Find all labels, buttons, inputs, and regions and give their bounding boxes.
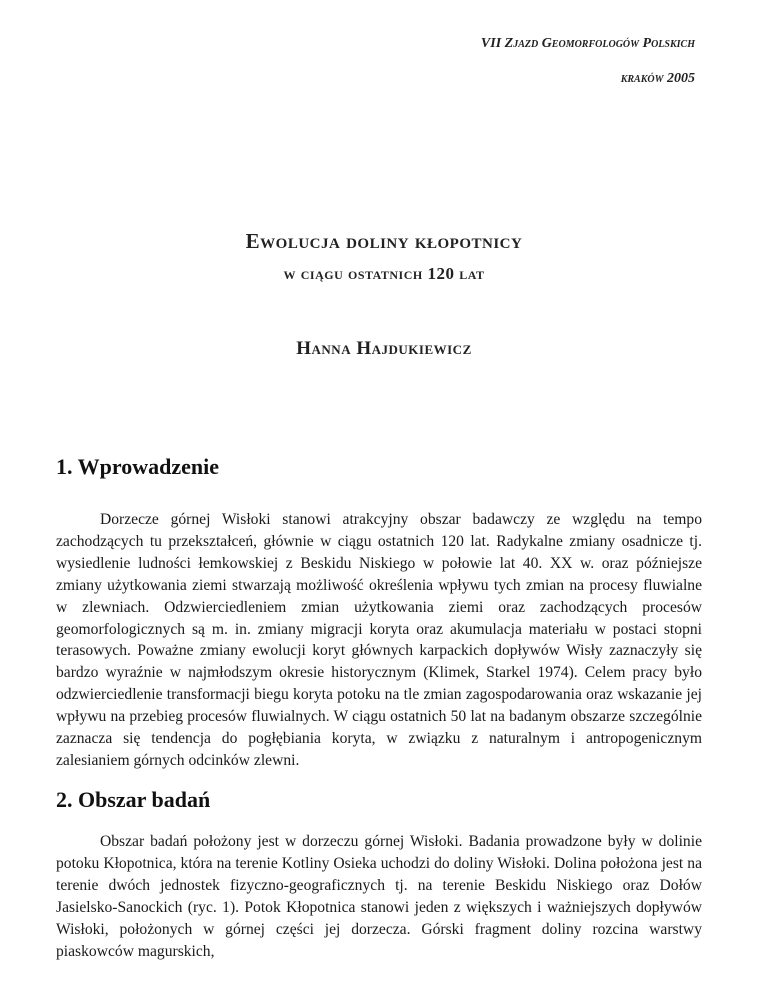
section-body-study-area bbox=[56, 831, 702, 962]
running-header-conference bbox=[481, 36, 695, 52]
running-header-place-year bbox=[621, 71, 695, 87]
author-name: Hanna Hajdukiewicz bbox=[296, 338, 472, 359]
paper-title-line-2: w ciągu ostatnich 120 lat bbox=[283, 264, 485, 283]
section-heading-introduction: 1. Wprowadzenie bbox=[56, 454, 219, 479]
section-body-introduction bbox=[56, 509, 702, 772]
header-conference-name: Zjazd Geomorfologów Polskich bbox=[504, 36, 695, 51]
section-heading-study-area: 2. Obszar badań bbox=[56, 787, 211, 812]
header-year: 2005 bbox=[667, 71, 695, 86]
paragraph: Dorzecze górnej Wisłoki stanowi atrakcyjny obszar badawczy ze względu na tempo zachodzących tu przekształceń, głównie w ciągu ostatnich 120 lat. Radykalne zmiany osadnicze tj. wysiedlenie ludności łemkowskiej z Beskidu Niskiego w połowie lat 40. XX w. oraz późniejsze zmiany użytkowania ziemi stwarzają możliwość określenia wpływu tych zmian na procesy fluwialne w zlewniach. Odzwierciedleniem zmian użytkowania ziemi oraz zachodzących procesów geomorfologicznych są m. in. zmiany migracji koryta oraz akumulacja materiału w postaci stopni terasowych. Poważne zmiany ewolucji koryt głównych karpackich dopływów Wisły zaznaczyły się bardzo wyraźnie w najmłodszym okresie historycznym (Klimek, Starkel 1974). Celem pracy było odzwierciedlenie transformacji biegu koryta potoku na tle zmian zagospodarowania oraz wskazanie jej wpływu na przebieg procesów fluwialnych. W ciągu ostatnich 50 lat na badanym obszarze szczególnie zaznacza się tendencja do pogłębiania koryta, w związku z naturalnym i antropogenicznym zalesianiem górnych odcinków zlewni. bbox=[56, 511, 702, 769]
paragraph: Obszar badań położony jest w dorzeczu górnej Wisłoki. Badania prowadzone były w dolinie potoku Kłopotnica, która na terenie Kotliny Osieka uchodzi do doliny Wisłoki. Dolina położona jest na terenie dwóch jednostek fizyczno-geograficznych tj. na terenie Beskidu Niskiego oraz Dołów Jasielsko-Sanockich (ryc. 1). Potok Kłopotnica stanowi jeden z większych i ważniejszych dopływów Wisłoki, położonych w górnej części jej dorzecza. Górski fragment doliny rozcina warstwy piaskowców magurskich, bbox=[56, 833, 702, 960]
header-roman-numeral: VII bbox=[480, 36, 502, 51]
paper-title-line-1: Ewolucja doliny kłopotnicy bbox=[245, 229, 523, 253]
header-place: kraków bbox=[620, 71, 664, 86]
